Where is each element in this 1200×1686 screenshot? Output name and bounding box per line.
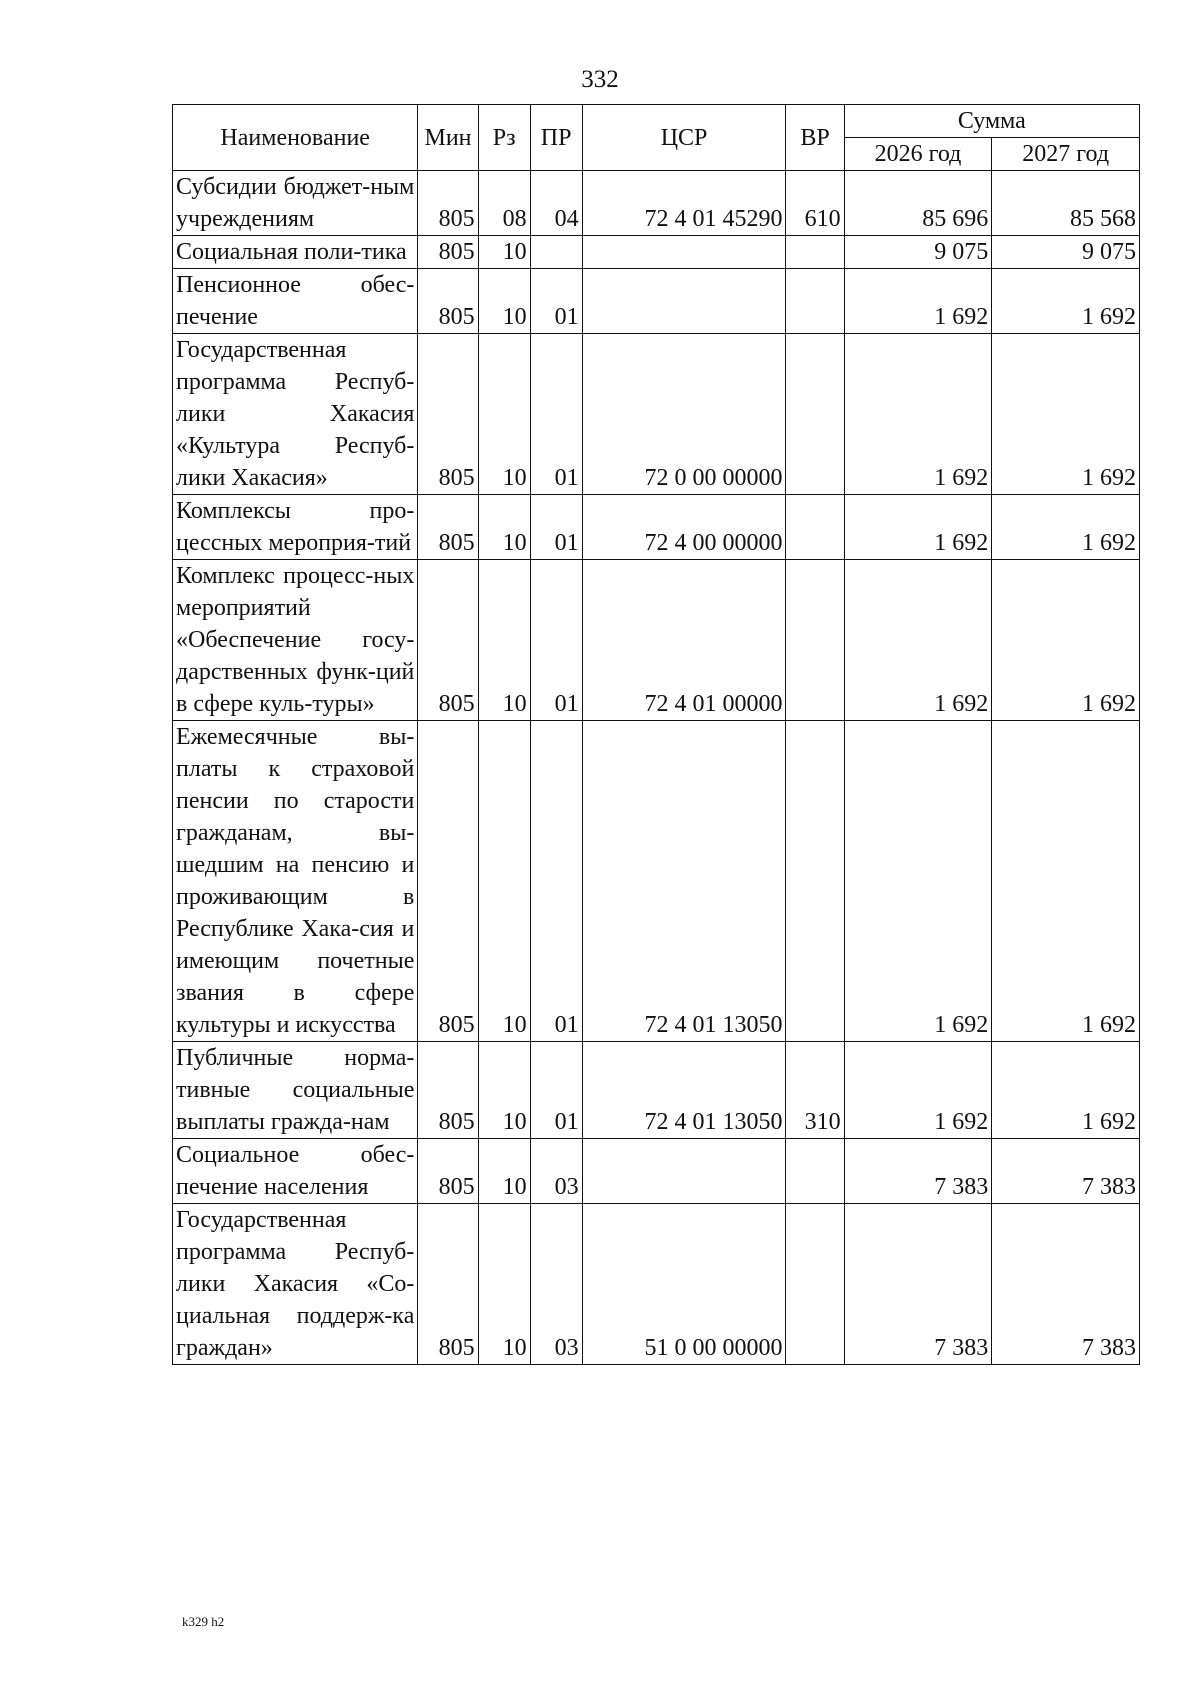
cell-name: Субсидии бюджет-ным учреждениям (173, 171, 418, 236)
cell-vr: 610 (786, 171, 844, 236)
header-name: Наименование (173, 105, 418, 171)
cell-pr: 01 (530, 560, 582, 721)
cell-vr (786, 495, 844, 560)
cell-2026: 7 383 (844, 1139, 992, 1204)
cell-pr: 01 (530, 1042, 582, 1139)
table-row (173, 171, 1140, 236)
cell-csr (582, 269, 786, 334)
header-min: Мин (418, 105, 478, 171)
cell-2027: 9 075 (992, 236, 1140, 269)
budget-table (172, 104, 1140, 1365)
cell-pr: 01 (530, 269, 582, 334)
cell-pr: 03 (530, 1139, 582, 1204)
cell-pr (530, 236, 582, 269)
cell-min: 805 (418, 1042, 478, 1139)
cell-2027: 1 692 (992, 721, 1140, 1042)
cell-min: 805 (418, 495, 478, 560)
cell-vr (786, 560, 844, 721)
cell-rz: 10 (478, 560, 530, 721)
cell-2026: 9 075 (844, 236, 992, 269)
cell-csr: 72 4 01 45290 (582, 171, 786, 236)
header-2027: 2027 год (992, 138, 1140, 171)
cell-name: Пенсионное обес-печение (173, 269, 418, 334)
cell-pr: 01 (530, 334, 582, 495)
cell-2026: 1 692 (844, 721, 992, 1042)
cell-2026: 1 692 (844, 1042, 992, 1139)
cell-2027: 7 383 (992, 1139, 1140, 1204)
cell-csr: 72 4 00 00000 (582, 495, 786, 560)
cell-rz: 10 (478, 1042, 530, 1139)
header-2026: 2026 год (844, 138, 992, 171)
header-csr: ЦСР (582, 105, 786, 171)
table-row (173, 1204, 1140, 1365)
cell-min: 805 (418, 1139, 478, 1204)
cell-name: Социальное обес-печение населения (173, 1139, 418, 1204)
cell-min: 805 (418, 171, 478, 236)
cell-rz: 10 (478, 1139, 530, 1204)
cell-2026: 1 692 (844, 269, 992, 334)
cell-name: Публичные норма-тивные социальные выплаты гражда-нам (173, 1042, 418, 1139)
header-vr: ВР (786, 105, 844, 171)
cell-rz: 08 (478, 171, 530, 236)
table-row (173, 269, 1140, 334)
cell-vr (786, 334, 844, 495)
cell-vr (786, 269, 844, 334)
cell-name: Государственная программа Респуб-лики Хакасия «Культура Респуб-лики Хакасия» (173, 334, 418, 495)
cell-vr (786, 721, 844, 1042)
footer-code: k329 h2 (182, 1614, 225, 1629)
cell-rz: 10 (478, 269, 530, 334)
cell-csr: 72 0 00 00000 (582, 334, 786, 495)
cell-rz: 10 (478, 334, 530, 495)
cell-vr (786, 1204, 844, 1365)
cell-2027: 1 692 (992, 560, 1140, 721)
table-row (173, 560, 1140, 721)
cell-rz: 10 (478, 495, 530, 560)
cell-min: 805 (418, 1204, 478, 1365)
cell-vr (786, 236, 844, 269)
cell-2026: 7 383 (844, 1204, 992, 1365)
cell-name: Комплексы про-цессных мероприя-тий (173, 495, 418, 560)
table-row (173, 721, 1140, 1042)
cell-pr: 01 (530, 721, 582, 1042)
cell-csr: 51 0 00 00000 (582, 1204, 786, 1365)
table-row (173, 1042, 1140, 1139)
cell-name: Комплекс процесс-ных мероприятий «Обеспечение госу-дарственных функ-ций в сфере куль-туры» (173, 560, 418, 721)
cell-csr: 72 4 01 13050 (582, 1042, 786, 1139)
cell-csr: 72 4 01 00000 (582, 560, 786, 721)
cell-pr: 04 (530, 171, 582, 236)
cell-2027: 1 692 (992, 334, 1140, 495)
table-row (173, 334, 1140, 495)
cell-name: Ежемесячные вы-платы к страховой пенсии по старости гражданам, вы-шедшим на пенсию и проживающим в Республике Хака-сия и имеющим почетные звания в сфере культуры и искусства (173, 721, 418, 1042)
cell-csr: 72 4 01 13050 (582, 721, 786, 1042)
cell-2027: 7 383 (992, 1204, 1140, 1365)
cell-2027: 1 692 (992, 1042, 1140, 1139)
cell-name: Социальная поли-тика (173, 236, 418, 269)
cell-rz: 10 (478, 721, 530, 1042)
cell-min: 805 (418, 269, 478, 334)
cell-vr: 310 (786, 1042, 844, 1139)
header-rz: Рз (478, 105, 530, 171)
cell-2027: 1 692 (992, 495, 1140, 560)
header-sum: Сумма (844, 105, 1139, 138)
cell-csr (582, 1139, 786, 1204)
cell-min: 805 (418, 236, 478, 269)
header-row (173, 105, 1140, 138)
cell-min: 805 (418, 334, 478, 495)
cell-name: Государственная программа Респуб-лики Хакасия «Со-циальная поддерж-ка граждан» (173, 1204, 418, 1365)
header-pr: ПР (530, 105, 582, 171)
cell-vr (786, 1139, 844, 1204)
cell-rz: 10 (478, 1204, 530, 1365)
cell-2026: 1 692 (844, 334, 992, 495)
table-row (173, 236, 1140, 269)
cell-2026: 1 692 (844, 495, 992, 560)
cell-rz: 10 (478, 236, 530, 269)
cell-2026: 1 692 (844, 560, 992, 721)
cell-2027: 85 568 (992, 171, 1140, 236)
cell-min: 805 (418, 560, 478, 721)
page-number: 332 (581, 66, 619, 93)
cell-2027: 1 692 (992, 269, 1140, 334)
cell-min: 805 (418, 721, 478, 1042)
cell-csr (582, 236, 786, 269)
table-row (173, 495, 1140, 560)
cell-pr: 03 (530, 1204, 582, 1365)
cell-2026: 85 696 (844, 171, 992, 236)
cell-pr: 01 (530, 495, 582, 560)
table-body (173, 171, 1140, 1365)
table-row (173, 1139, 1140, 1204)
